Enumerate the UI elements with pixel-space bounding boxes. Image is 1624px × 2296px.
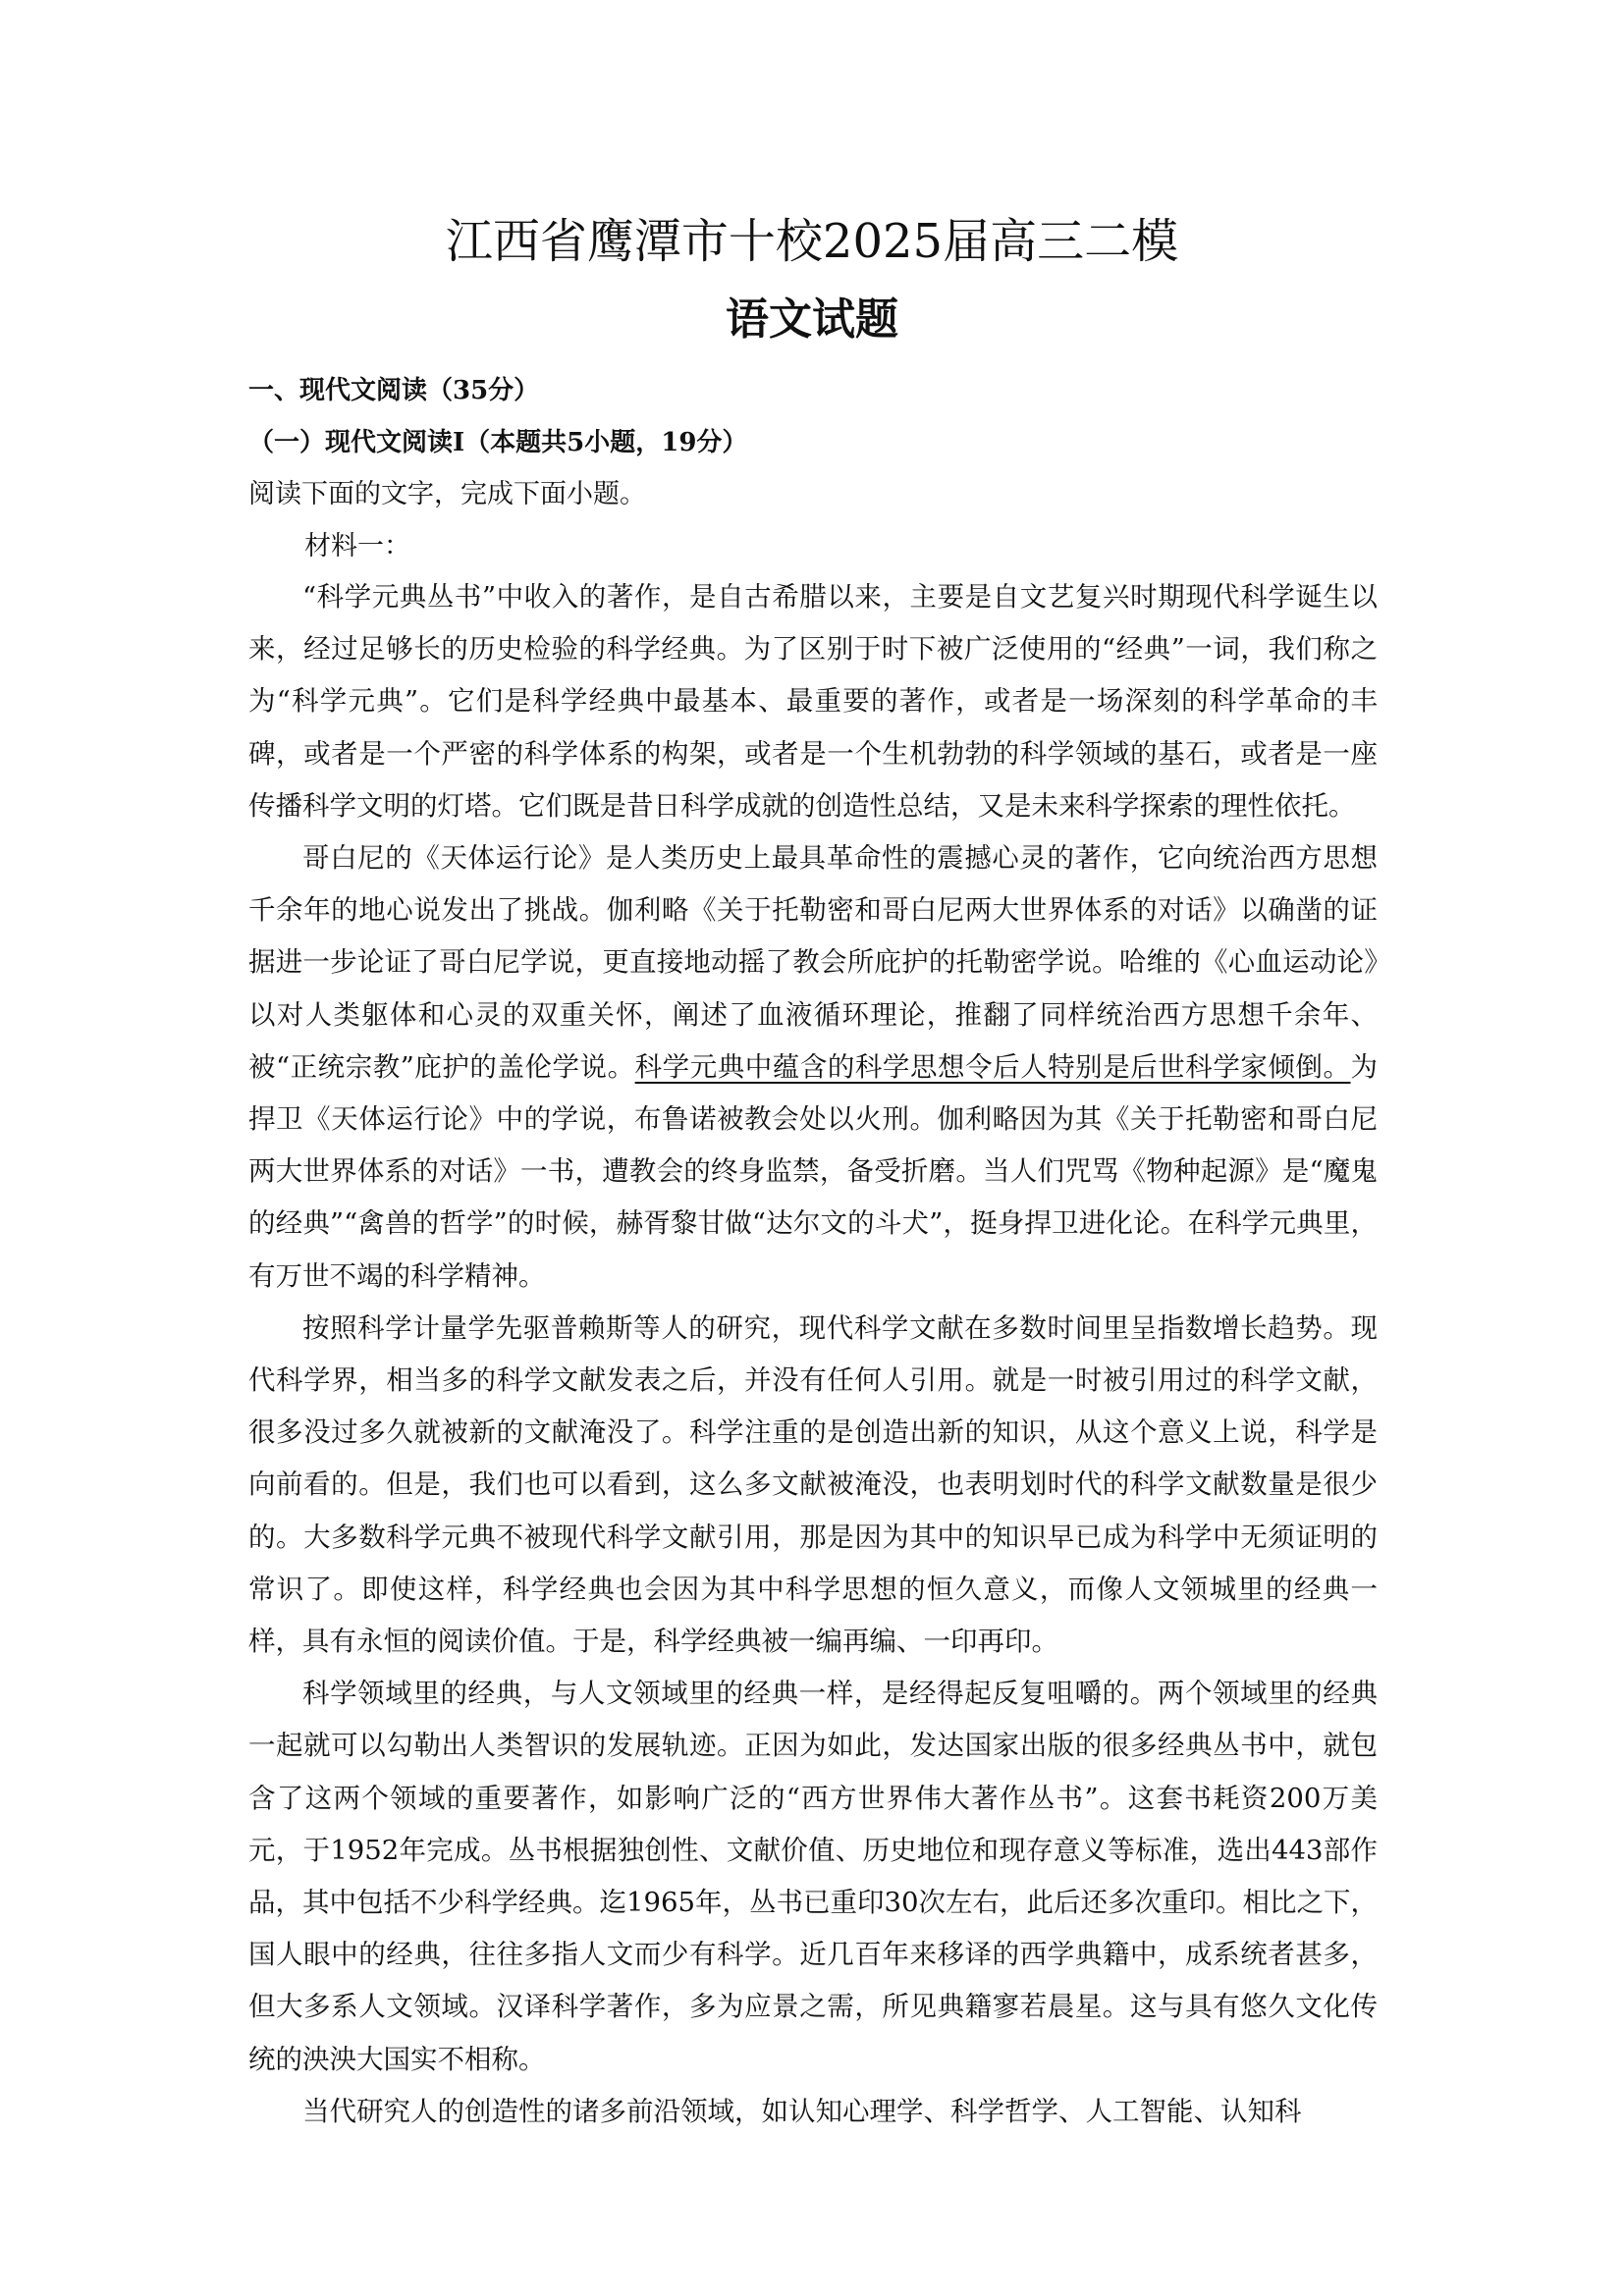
subsection-heading: （一）现代文阅读Ⅰ（本题共5小题，19分） [248,428,748,457]
paragraph-2-part-2: 为捍卫《天体运行论》中的学说，布鲁诺被教会处以火刑。伽利略因为其《关于托勒密和哥白尼两大世界体系的对话》一书，遭教会的终身监禁，备受折磨。当人们咒骂《物种起源》是“魔鬼的经典”“禽兽的哲学”的时候，赫胥黎甘做“达尔文的斗犬”，挺身捍卫进化论。在科学元典里，有万世不竭的科学精神。 [248,1050,1378,1292]
paragraph-3: 按照科学计量学先驱普赖斯等人的研究，现代科学文献在多数时间里呈指数增长趋势。现代科学界，相当多的科学文献发表之后，并没有任何人引用。就是一时被引用过的科学文献，很多没过多久就被新的文献淹没了。科学注重的是创造出新的知识，从这个意义上说，科学是向前看的。但是，我们也可以看到，这么多文献被淹没，也表明划时代的科学文献数量是很少的。大多数科学元典不被现代科学文献引用，那是因为其中的知识早已成为科学中无须证明的常识了。即使这样，科学经典也会因为其中科学思想的恒久意义，而像人文领城里的经典一样，具有永恒的阅读价值。于是，科学经典被一编再编、一印再印。 [248,1311,1378,1658]
paragraph-5: 当代研究人的创造性的诸多前沿领域，如认知心理学、科学哲学、人工智能、认知科 [302,2095,1302,2127]
passage-body [248,571,1378,2138]
paragraph-1: “科学元典丛书”中收入的著作，是自古希腊以来，主要是自文艺复兴时期现代科学诞生以来，经过足够长的历史检验的科学经典。为了区别于时下被广泛使用的“经典”一词，我们称之为“科学元典”。它们是科学经典中最基本、最重要的著作，或者是一场深刻的科学革命的丰碑，或者是一个严密的科学体系的构架，或者是一个生机勃勃的科学领域的基石，或者是一座传播科学文明的灯塔。它们既是昔日科学成就的创造性总结，又是未来科学探索的理性依托。 [248,581,1378,822]
section-heading: 一、现代文阅读（35分） [248,376,540,405]
exam-title: 江西省鹰潭市十校2025届高三二模 [445,214,1179,269]
exam-subtitle: 语文试题 [726,294,898,345]
reading-instruction: 阅读下面的文字，完成下面小题。 [248,479,646,509]
paragraph-4: 科学领域里的经典，与人文领域里的经典一样，是经得起反复咀嚼的。两个领域里的经典一起就可以勾勒出人类智识的发展轨迹。正因为如此，发达国家出版的很多经典丛书中，就包含了这两个领域的重要著作，如影响广泛的“西方世界伟大著作丛书”。这套书耗资200万美元，于1952年完成。丛书根据独创性、文献价值、历史地位和现存意义等标准，选出443部作品，其中包括不少科学经典。迄1965年，丛书已重印30次左右，此后还多次重印。相比之下，国人眼中的经典，往往多指人文而少有科学。近几百年来移译的西学典籍中，成系统者甚多，但大多系人文领域。汉译科学著作，多为应景之需，所见典籍寥若晨星。这与具有悠久文化传统的泱泱大国实不相称。 [248,1678,1378,2075]
paragraph-2-part-1: 哥白尼的《天体运行论》是人类历史上最具革命性的震撼心灵的著作，它向统治西方思想千余年的地心说发出了挑战。伽利略《关于托勒密和哥白尼两大世界体系的对话》以确凿的证据进一步论证了哥白尼学说，更直接地动摇了教会所庇护的托勒密学说。哈维的《心血运动论》以对人类躯体和心灵的双重关怀，阐述了血液循环理论，推翻了同样统治西方思想千余年、被“正统宗教”庇护的盖伦学说。 [248,842,1378,1083]
underlined-sentence: 科学元典中蕴含的科学思想令后人特别是后世科学家倾倒。 [634,1050,1351,1083]
material-label: 材料一： [304,531,410,561]
paragraph-2 [248,832,1378,1303]
